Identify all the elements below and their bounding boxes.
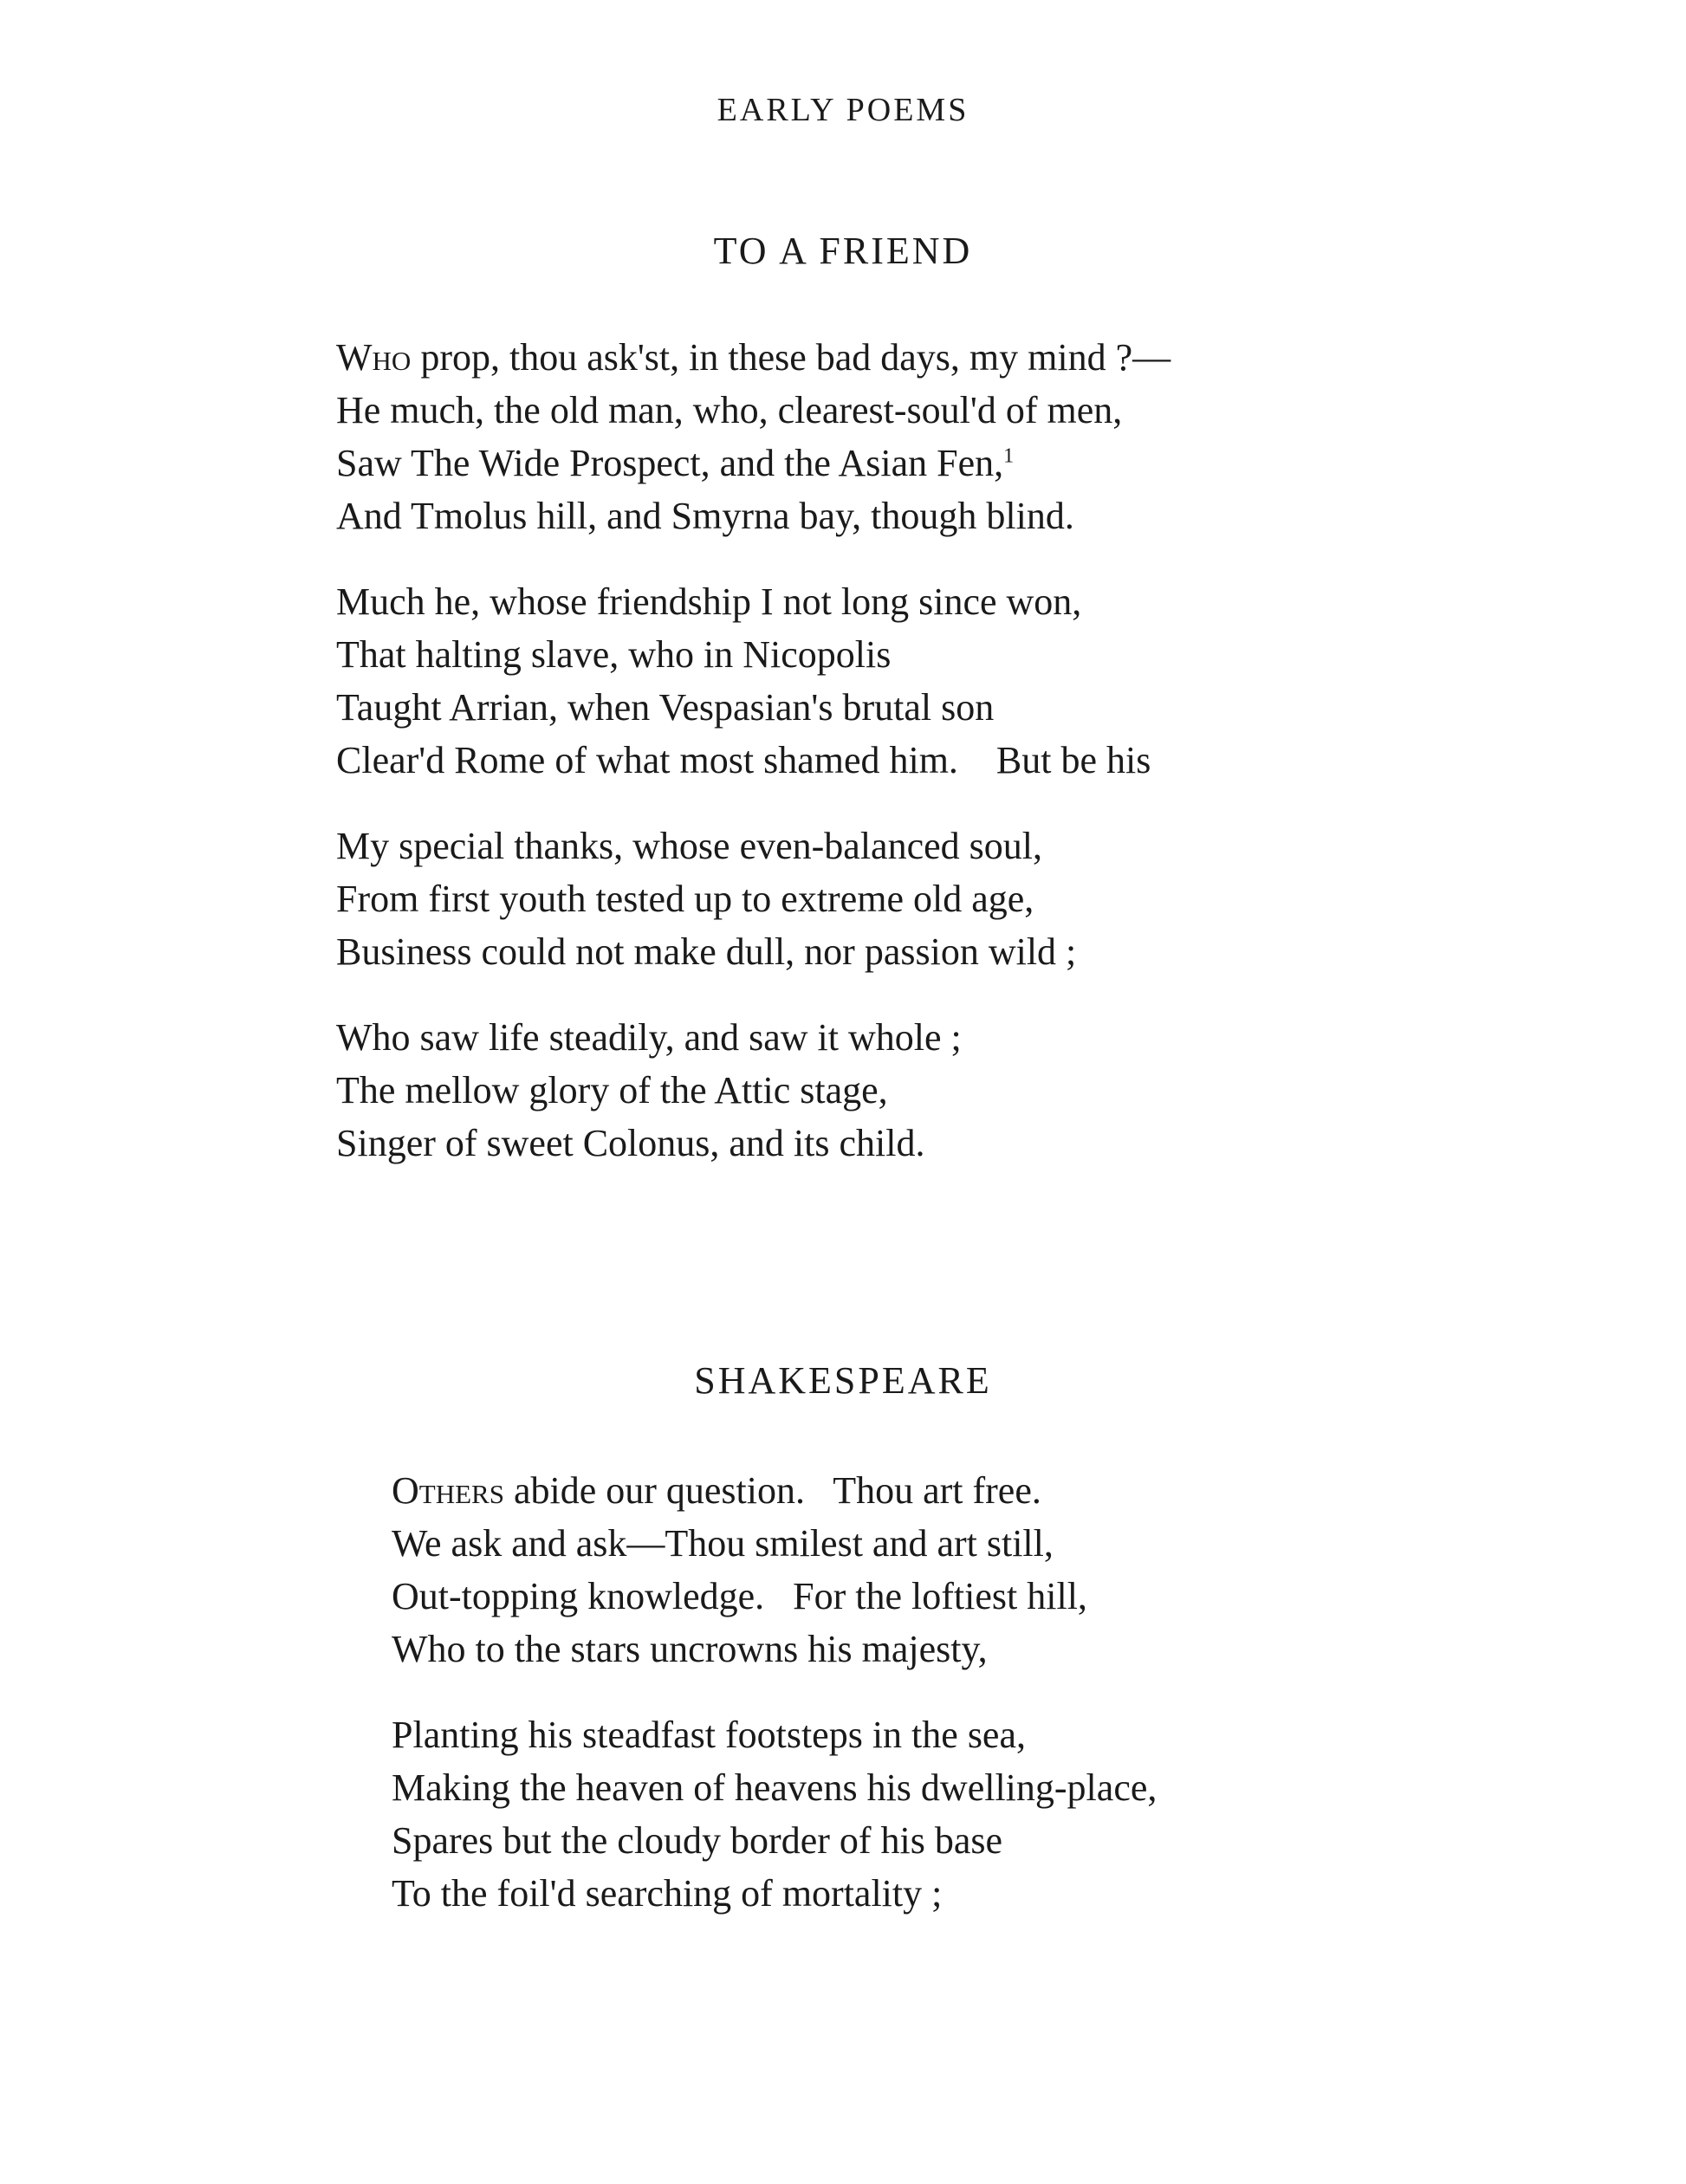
poem-line-text: abide our question. Thou art free.: [503, 1469, 1041, 1512]
poem-line: Who to the stars uncrowns his majesty,: [392, 1628, 988, 1670]
poem-first-word: Who: [336, 336, 412, 379]
poem-line: Planting his steadfast footsteps in the sea,: [392, 1714, 1026, 1756]
poem-line: The mellow glory of the Attic stage,: [336, 1069, 888, 1111]
stanza: [336, 575, 1170, 787]
poem-line: To the foil'd searching of mortality ;: [392, 1872, 943, 1915]
poem-line: And Tmolus hill, and Smyrna bay, though blind.: [336, 495, 1074, 537]
poem-line: Singer of sweet Colonus, and its child.: [336, 1122, 925, 1164]
poem-to-a-friend: [336, 331, 1170, 1202]
poem-line-text: prop, thou ask'st, in these bad days, my mind ?—: [411, 336, 1171, 379]
footnote-marker: 1: [1003, 444, 1015, 468]
stanza: [392, 1708, 1157, 1920]
poem-line: Taught Arrian, when Vespasian's brutal son: [336, 686, 995, 729]
poem-line-text: Saw The Wide Prospect, and the Asian Fen,: [336, 442, 1004, 484]
poem-line: He much, the old man, who, clearest-soul'd of men,: [336, 389, 1123, 431]
poem-first-word: Others: [392, 1469, 504, 1512]
poem-line: We ask and ask—Thou smilest and art still,: [392, 1522, 1054, 1565]
poem-shakespeare: [392, 1464, 1157, 1953]
poem-title-to-a-friend: TO A FRIEND: [713, 230, 973, 272]
poem-line: From first youth tested up to extreme old age,: [336, 878, 1034, 920]
poem-line: Who saw life steadily, and saw it whole ;: [336, 1016, 962, 1059]
stanza: [336, 1011, 1170, 1170]
stanza: [392, 1464, 1157, 1675]
poem-line: Clear'd Rome of what most shamed him. But be his: [336, 739, 1151, 781]
poem-line: Out-topping knowledge. For the loftiest hill,: [392, 1575, 1087, 1617]
poem-line: [336, 437, 1170, 489]
running-head: EARLY POEMS: [717, 92, 969, 128]
poem-line: My special thanks, whose even-balanced soul,: [336, 825, 1042, 867]
poem-line: Business could not make dull, nor passion wild ;: [336, 930, 1077, 973]
poem-line: [336, 331, 1170, 384]
poem-line: Much he, whose friendship I not long since won,: [336, 580, 1082, 623]
stanza: [336, 820, 1170, 978]
poem-line: Making the heaven of heavens his dwelling-place,: [392, 1766, 1158, 1809]
poem-line: [392, 1464, 1157, 1517]
poem-title-shakespeare: SHAKESPEARE: [694, 1359, 992, 1402]
stanza: [336, 331, 1170, 542]
poem-line: Spares but the cloudy border of his base: [392, 1819, 1003, 1862]
poem-line: That halting slave, who in Nicopolis: [336, 633, 892, 676]
